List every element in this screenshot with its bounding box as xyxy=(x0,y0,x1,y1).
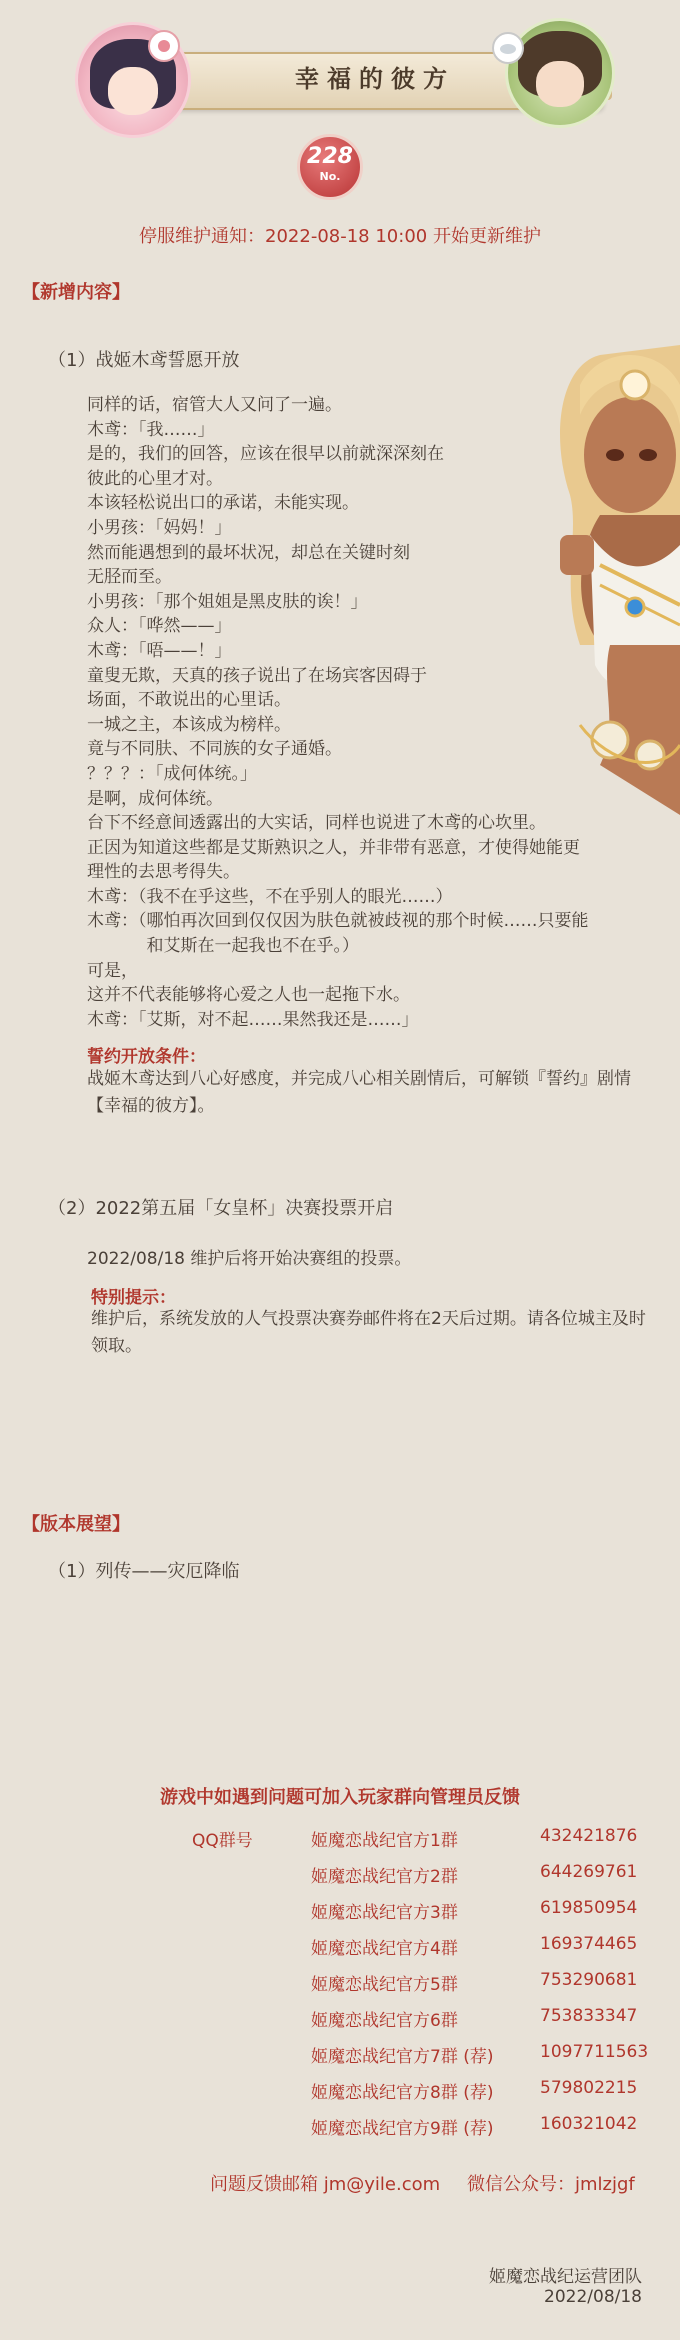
story-paragraph xyxy=(87,393,589,1032)
cloud-bubble-icon xyxy=(492,32,524,64)
story-line: 一城之主，本该成为榜样。 xyxy=(87,714,291,735)
story-line: 小男孩：「那个姐姐是黑皮肤的诶！」 xyxy=(87,591,368,612)
story-line: 无胫而至。 xyxy=(87,567,172,588)
qq-group-number[interactable]: 1097711563 xyxy=(540,2042,649,2062)
item-2-text: 2022/08/18 维护后将开始决赛组的投票。 xyxy=(87,1249,412,1269)
condition-title: 誓约开放条件： xyxy=(87,1047,206,1067)
tip-text: 维护后，系统发放的人气投票决赛券邮件将在2天后过期。请各位城主及时领取。 xyxy=(91,1309,646,1356)
section-version-outlook: 【版本展望】 xyxy=(22,1514,130,1535)
qq-group-number[interactable]: 619850954 xyxy=(540,1898,638,1918)
qq-group-name: 姬魔恋战纪官方9群 (荐) xyxy=(311,2119,494,2139)
qq-group-name: 姬魔恋战纪官方7群 (荐) xyxy=(311,2047,494,2067)
qq-group-row xyxy=(0,1970,680,2000)
feedback-email: 问题反馈邮箱 jm@yile.com xyxy=(210,2174,441,2195)
qq-group-row xyxy=(0,2006,680,2036)
signature-team: 姬魔恋战纪运营团队 xyxy=(489,2267,642,2287)
story-line: 是啊，成何体统。 xyxy=(87,788,223,809)
qq-group-number[interactable]: 432421876 xyxy=(540,1826,638,1846)
qq-group-number[interactable]: 753290681 xyxy=(540,1970,638,1990)
qq-group-name: 姬魔恋战纪官方5群 xyxy=(311,1975,458,1995)
story-line: 木鸢：（我不在乎这些，不在乎别人的眼光……） xyxy=(87,886,453,907)
story-line: 木鸢：「艾斯，对不起……果然我还是……」 xyxy=(87,1009,419,1030)
story-line: 竟与不同肤、不同族的女子通婚。 xyxy=(87,739,342,760)
qq-group-name: 姬魔恋战纪官方2群 xyxy=(311,1867,458,1887)
story-line: 木鸢：「我……」 xyxy=(87,419,215,440)
qq-group-row xyxy=(0,2114,680,2144)
story-line: 众人：「哗然——」 xyxy=(87,616,232,637)
qq-group-number[interactable]: 160321042 xyxy=(540,2114,638,2134)
outlook-item: （1）列传——灾厄降临 xyxy=(48,1561,240,1582)
qq-group-name: 姬魔恋战纪官方6群 xyxy=(311,2011,458,2031)
story-line: 和艾斯在一起我也不在乎。） xyxy=(87,936,359,957)
story-line: 同样的话，宿管大人又问了一遍。 xyxy=(87,395,342,415)
issue-prefix: No. xyxy=(319,170,341,183)
story-line: ？？？：「成何体统。」 xyxy=(87,763,257,784)
qq-group-number[interactable]: 753833347 xyxy=(540,2006,638,2026)
qq-group-name: 姬魔恋战纪官方4群 xyxy=(311,1939,458,1959)
story-line: 木鸢：（哪怕再次回到仅仅因为肤色就被歧视的那个时候……只要能 xyxy=(87,911,589,932)
story-line: 这并不代表能够将心爱之人也一起拖下水。 xyxy=(87,985,410,1006)
page-title: 幸福的彼方 xyxy=(295,65,455,93)
qq-group-row xyxy=(0,2078,680,2108)
story-line: 是的，我们的回答，应该在很早以前就深深刻在 xyxy=(87,444,444,465)
story-line: 正因为知道这些都是艾斯熟识之人，并非带有恶意，才使得她能更 xyxy=(87,837,580,858)
qq-group-number[interactable]: 579802215 xyxy=(540,2078,638,2098)
qq-group-name: 姬魔恋战纪官方8群 (荐) xyxy=(311,2083,494,2103)
story-line: 然而能遇想到的最坏状况，却总在关键时刻 xyxy=(87,542,410,563)
section-new-content: 【新增内容】 xyxy=(22,282,130,303)
qq-group-row xyxy=(0,1862,680,1892)
qq-group-row xyxy=(0,1826,680,1856)
qq-group-row xyxy=(0,1898,680,1928)
story-line: 小男孩：「妈妈！」 xyxy=(87,517,232,538)
qq-group-row xyxy=(0,1934,680,1964)
story-line: 可是， xyxy=(87,960,138,981)
item-2-title: （2）2022第五届「女皇杯」决赛投票开启 xyxy=(48,1198,394,1219)
flower-bubble-icon xyxy=(148,30,180,62)
maintenance-notice: 停服维护通知：2022-08-18 10:00 开始更新维护 xyxy=(139,226,541,247)
qq-group-name: 姬魔恋战纪官方1群 xyxy=(311,1831,458,1851)
tip-title: 特别提示： xyxy=(91,1288,176,1308)
story-line: 彼此的心里才对。 xyxy=(87,468,223,489)
story-line: 本该轻松说出口的承诺，未能实现。 xyxy=(87,493,359,514)
story-line: 理性的去思考得失。 xyxy=(87,862,240,883)
condition-text: 战姬木鸢达到八心好感度，并完成八心相关剧情后，可解锁『誓约』剧情【幸福的彼方】。 xyxy=(87,1069,631,1116)
story-line: 童叟无欺，天真的孩子说出了在场宾客因碍于 xyxy=(87,665,427,686)
issue-number: 228 xyxy=(307,144,353,169)
story-line: 场面，不敢说出的心里话。 xyxy=(87,690,291,711)
story-line: 台下不经意间透露出的大实话，同样也说进了木鸢的心坎里。 xyxy=(87,813,546,834)
qq-group-number[interactable]: 644269761 xyxy=(540,1862,638,1882)
qq-group-name: 姬魔恋战纪官方3群 xyxy=(311,1903,458,1923)
wechat-account: 微信公众号：jmlzjgf xyxy=(467,2174,635,2195)
story-line: 木鸢：「唔——！」 xyxy=(87,640,232,661)
qq-label: QQ群号 xyxy=(192,1831,253,1851)
qq-group-number[interactable]: 169374465 xyxy=(540,1934,638,1954)
contact-heading: 游戏中如遇到问题可加入玩家群向管理员反馈 xyxy=(160,1787,520,1808)
item-1-title: （1）战姬木鸢誓愿开放 xyxy=(48,350,240,371)
signature-date: 2022/08/18 xyxy=(544,2287,642,2307)
qq-group-row xyxy=(0,2042,680,2072)
